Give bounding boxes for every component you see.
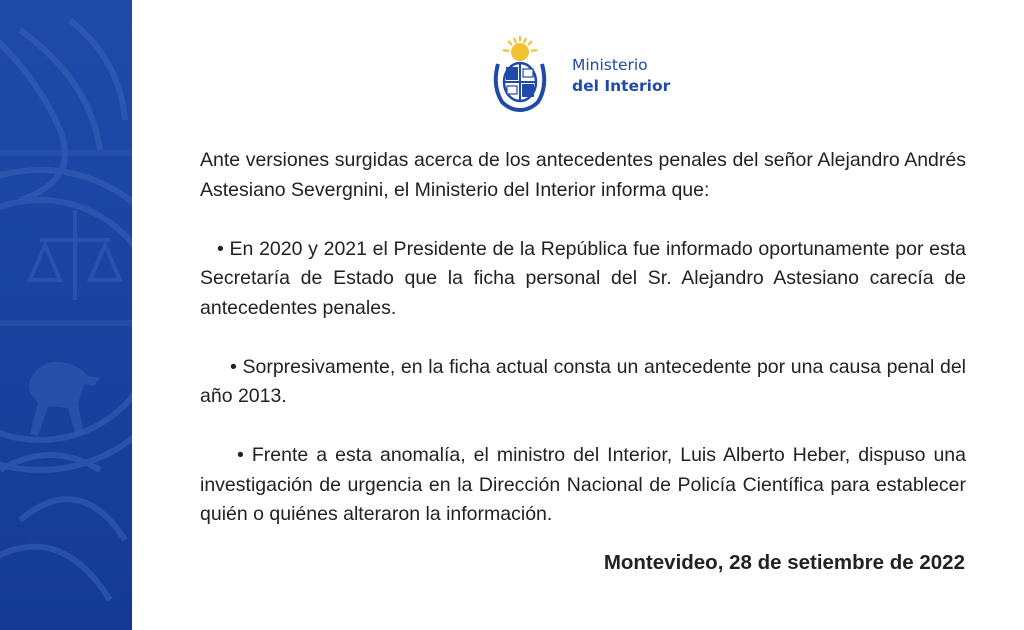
ministry-name-line2: del Interior: [572, 77, 671, 95]
coat-of-arms-watermark-icon: [0, 0, 132, 630]
ministry-name-line1: Ministerio: [572, 56, 648, 74]
place-and-date: Montevideo, 28 de setiembre de 2022: [603, 551, 965, 574]
decorative-side-band: [0, 0, 132, 630]
bullet-text: Sorpresivamente, en la ficha actual consta un antecedente por una causa penal del año 2013.: [200, 355, 966, 407]
bullet-text: Frente a esta anomalía, el ministro del Interior, Luis Alberto Heber, dispuso una investigación de urgencia en la Dirección Nacional de Policía Científica para establecer quién o quiénes alteraron la información.: [200, 444, 966, 525]
bullet-marker: •: [217, 237, 224, 260]
uruguay-coat-of-arms-icon: [488, 36, 552, 112]
statement-bullet-2: [200, 353, 966, 412]
statement-intro: Ante versiones surgidas acerca de los antecedentes penales del señor Alejandro Andrés Astesiano Severgnini, el Ministerio del Interior informa que:: [200, 149, 966, 201]
statement-body: [200, 146, 966, 530]
ministry-name: [572, 55, 670, 97]
bullet-marker: •: [237, 444, 244, 466]
ministry-logo: [488, 36, 670, 112]
statement-bullet-3: [200, 441, 966, 530]
bullet-text: En 2020 y 2021 el Presidente de la República fue informado oportunamente por esta Secretaría de Estado que la ficha personal del Sr. Alejandro Astesiano carecía de antecedentes penales.: [200, 237, 966, 319]
bullet-marker: •: [230, 355, 237, 378]
statement-bullet-1: [200, 235, 966, 324]
